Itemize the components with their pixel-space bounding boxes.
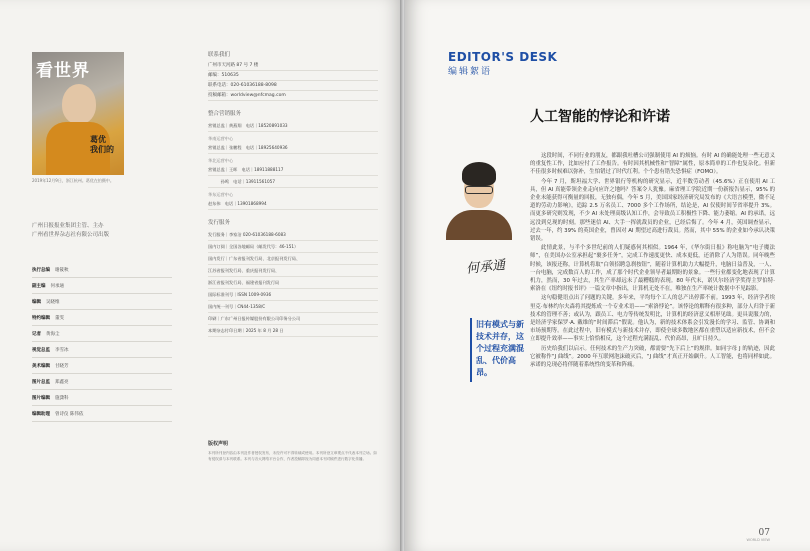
distribution-row: 发行服务｜李家洁 020-61036188-6083 — [208, 229, 378, 241]
masthead-value: 甘晓芳 — [55, 363, 69, 369]
region-heading: 华北运营中心 — [208, 158, 234, 163]
masthead-row — [32, 294, 172, 310]
distribution-row: 江苏省报刊发行局、重庆报刊发行局、 — [208, 265, 378, 277]
masthead-label: 执行总编 — [32, 267, 50, 273]
masthead — [32, 262, 172, 422]
masthead-value: 董雯 — [55, 315, 64, 321]
marketing-row: 赵东伟 电话｜13901868994 — [208, 198, 378, 210]
masthead-label: 副主编 — [32, 283, 46, 289]
cover-caption: 2019年12月9日，浙江杭州。葛优在拍摄中。 — [32, 178, 114, 183]
distribution-row: 本期杂志付印日期｜2025 年 8 月 28 日 — [208, 325, 378, 337]
author-signature: 何承通 — [465, 257, 506, 277]
editors-desk-header — [448, 50, 557, 77]
page-footer — [746, 528, 770, 542]
contact-line: 投稿邮箱：worldview@nfcmag.com — [208, 91, 378, 101]
masthead-row — [32, 358, 172, 374]
notice-text: 本刊所刊登内容由本刊及作者授权发布，未经许可不得转载或使用。本刊所登文章观点不代表本刊立场。如有侵权请与本刊联系。本刊与各大网络平台合作，作者投稿即视为同意本刊对稿件进行数字化传播。 — [208, 451, 377, 461]
article-paragraph: 这句稳健语点出了问题的关键。多年来，平均每个工人的总产出停滞不前。1993 年，经济学者埃里克·布林约尔夫森将其提炼成一个专业术语——“索洛悖论”。该悖论的解释有很多种，部分人归咎于新技术的管理不善；或认为，跟员工、电力等传统发明比，计算机的经济意义相形见绌。更具说服力的，是经济学家保罗·A. 戴维的“时间滞后”假说。他认为，新的技术体系会引发漫长的学习、监管、协调和市场预期等。在此过程中，旧有模式与新技术并存，即使全球多数地区都在重塑以适应新技术，但不会立即提升效率——事实上恰恰相反，这个过程充满混乱、代价高昂，且旷日持久。 — [530, 295, 775, 343]
article-paragraph: 此情此景，与半个多世纪前的人们疑惑何其相似。1964 年，《华尔街日报》称电脑为“电子魔法师”，在美国办公室承担起“裹多任务”，完成工作速度更快、成本更低，还消除了人为错误。同年晚些时候，该报还称，计算机将取“白领招聘急刹按钮”，随着计算机助力大幅提升，电脑日益普及，一人、一台电脑，完成数百人的工作，成了那个时代企业领导者最期盼的景象。一些行业都变化地表现了计算机力，然而，30 年过去，其生产率却远未了最糟糕的表现。80 年代末，诺贝尔经济学奖得主罗伯特·索洛在《纽约时报书评》一篇文章中指出，计算机无处不在，唯独在生产率统计数据中不见踪影。 — [530, 245, 775, 293]
masthead-row — [32, 326, 172, 342]
article-body — [530, 152, 775, 370]
contact-line: 广州市天河路 87 号 7 楼 — [208, 61, 378, 71]
portrait-hair — [462, 162, 496, 186]
editors-desk-en: EDITOR'S DESK — [448, 50, 558, 64]
masthead-value: 黄海尘 — [46, 331, 60, 337]
magazine-name: WORLD VIEW — [746, 538, 770, 542]
masthead-row — [32, 406, 172, 422]
distribution-row: 国内发行｜广东省报刊发行局、北京报刊发行局、 — [208, 253, 378, 265]
copyright-notice — [208, 440, 378, 462]
masthead-label: 编辑助理 — [32, 411, 50, 417]
glasses-icon — [465, 186, 493, 194]
masthead-row — [32, 262, 172, 278]
publisher-line: 广州看世界杂志社有限公司出版 — [32, 232, 110, 238]
masthead-label: 美术编辑 — [32, 363, 50, 369]
cover-portrait-head — [62, 84, 96, 124]
masthead-value: 郑鑫亮 — [55, 379, 69, 385]
masthead-value: 何承通 — [50, 283, 64, 289]
distribution-row: 国际标准刊号｜ISSN 1009-0936 — [208, 289, 378, 301]
marketing-section — [208, 109, 378, 210]
article-paragraph: 这段时间，不同行业的朋友，都跟我吐槽公司强制使用 AI 的烦恼。有时 AI 的确能处理一些无意义的重复性工作，比如应付了工作报告。有时因其机械性和“智障”属性，原本简单的工作也复杂化。但新不佳很多时候难以弥补，生怕错过了时代红利。个个患有错失恐惧症（FOMO）。 — [530, 153, 775, 176]
article-title: 人工智能的悖论和许诺 — [530, 109, 670, 125]
distribution-row: 国内统一刊号｜CN44-1358/C — [208, 301, 378, 313]
portrait-body — [446, 210, 512, 240]
pullquote-bar — [470, 318, 472, 382]
editors-desk-cn: 编辑絮语 — [448, 67, 493, 77]
masthead-label: 图片总监 — [32, 379, 50, 385]
marketing-row: 孙鸣 电话｜13911561057 — [208, 176, 378, 188]
masthead-value: 曾诗仪 陈伟依 — [55, 411, 84, 417]
cover-person-name: 葛优 我们的 — [90, 134, 114, 154]
distribution-section — [208, 218, 378, 337]
masthead-value: 施潇科 — [55, 395, 69, 401]
masthead-label: 视觉总监 — [32, 347, 50, 353]
article-paragraph: 今年 7 月，斯坦福大学、世界银行等机构的研究显示，近半数劳动者（45.6%）正在使用 AI 工具，但 AI 真能带领企业走向应许之地吗？答案令人犹豫。麻省理工学院近期一份新报告显示，95% 的企业未能获得可衡量的回报，无独有偶，今年 5 月，美国国家经济研究局发布的《大语言模型，微不足道的劳动力影响》，追踪 2.5 万名员工、7000 多个工作场所，结论是，AI 仅使时间节省率提升 3%。而更多研究则发现，不少 AI 未处理高级认知工作，会导致员工积极性下降、能力萎缩。AI 的承诺，远远没到兑现的时刻。那些迷信 AI、大手一挥就裁员的企业，已经后悔了。今年 4 月，英国调查显示，过去一年，约 39% 的英国企业，曾因对 AI 期望过高进行裁员。然而，其中 55% 的企业如今承认决策错误。 — [530, 178, 775, 243]
page-number: 07 — [758, 528, 770, 538]
masthead-row — [32, 374, 172, 390]
masthead-row — [32, 310, 172, 326]
magazine-cover — [32, 52, 124, 175]
article-paragraph: 历史给我们以启示。任何技术的生产力突破，都需要“先下后上”的规律。如同字母 J 的轨迹，因此它被称作“J 曲线”。2000 年互联网泡沫破灭后，“J 曲线”才真正开始飙升。人工智能，也将同样如此。承诺的兑现必将伴随着系统性的变革和阵痛。 — [530, 345, 775, 369]
masthead-label: 记者 — [32, 331, 41, 337]
left-page — [0, 0, 402, 551]
distribution-row: 国内订阅｜全国各地邮局（邮发代号：46-151） — [208, 241, 378, 253]
marketing-row: 营销总监｜黄燕翔 电话｜18520891033 — [208, 120, 378, 132]
contact-block — [208, 50, 378, 337]
distribution-title: 发行服务 — [208, 220, 231, 226]
masthead-row — [32, 278, 172, 294]
contact-line: 联系电话：020-61036188-8098 — [208, 81, 378, 91]
masthead-value: 李雪冰 — [55, 347, 69, 353]
distribution-row: 浙江省报刊发行局、福建省报刊发行局 — [208, 277, 378, 289]
marketing-row: 营销总监｜张鹏程 电话｜18925640936 — [208, 142, 378, 154]
region-heading: 华东运营中心 — [208, 192, 234, 197]
masthead-value: 谢筱秋 — [55, 267, 69, 273]
masthead-row — [32, 342, 172, 358]
contact-line: 邮编：510635 — [208, 71, 378, 81]
masthead-label: 图片编辑 — [32, 395, 50, 401]
masthead-label: 特约编辑 — [32, 315, 50, 321]
marketing-row: 营销总监｜王晖 电话｜18911888117 — [208, 164, 378, 176]
author-portrait — [440, 160, 518, 238]
contact-title: 联系我们 — [208, 52, 231, 58]
region-heading: 华南运营中心 — [208, 136, 234, 141]
publisher-line: 广州日报报业集团主管、主办 — [32, 223, 104, 229]
notice-title: 版权声明 — [208, 441, 229, 447]
cover-title: 看世界 — [36, 61, 90, 81]
masthead-label: 编辑 — [32, 299, 41, 305]
marketing-title: 整合营销服务 — [208, 111, 242, 117]
distribution-row: 印刷｜广东广州日报传媒股份有限公司印务分公司 — [208, 313, 378, 325]
masthead-row — [32, 390, 172, 406]
pullquote: 旧有模式与新技术并存，这个过程充满混乱、代价高昂。 — [476, 319, 524, 377]
publisher-info — [32, 222, 109, 240]
masthead-value: 吴晓维 — [46, 299, 60, 305]
